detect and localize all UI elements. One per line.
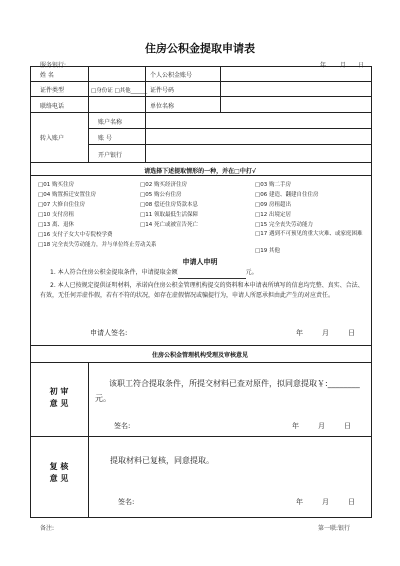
initial-sign-label: 签名:: [114, 422, 131, 430]
initial-month: 月: [318, 422, 325, 430]
initial-day: 日: [344, 422, 351, 430]
reason-option[interactable]: □10 支付房租: [38, 212, 74, 218]
bank-name-label: 开户银行: [98, 152, 123, 159]
row-line: [30, 345, 372, 346]
employer-label: 单位名称: [150, 103, 175, 110]
initial-year: 年: [292, 422, 299, 430]
recheck-month: 月: [322, 498, 329, 506]
recheck-text: 提取材料已复核，同意提取。: [110, 456, 214, 465]
reason-option[interactable]: □19 其他: [255, 248, 280, 254]
reason-option[interactable]: □05 购公有住房: [140, 192, 182, 198]
declaration-line1: [50, 268, 258, 279]
initial-label-line1: 初 审: [49, 387, 69, 396]
reason-option[interactable]: □13 离、退休: [38, 222, 74, 228]
reason-option[interactable]: □16 支付子女大中专院校学费: [38, 232, 113, 238]
reason-option[interactable]: □08 偿还住房贷款本息: [140, 202, 198, 208]
reason-option[interactable]: □02 购买经济住房: [140, 182, 187, 188]
reason-option[interactable]: □07 大修自住住房: [38, 202, 85, 208]
amount-field[interactable]: [178, 268, 246, 279]
row-line: [30, 436, 372, 437]
id-number-label: 证件号码: [150, 87, 175, 94]
review-header: 住房公积金管理机构受理及审核意见: [151, 352, 248, 359]
reason-option[interactable]: □06 建造、翻建自住住房: [255, 192, 319, 198]
bank-label: 服务银行:: [40, 62, 67, 69]
col-line: [145, 112, 146, 162]
row-line: [30, 175, 372, 176]
account-number-label: 账 号: [98, 135, 112, 142]
phone-label: 联络电话: [40, 103, 65, 110]
row-line: [30, 362, 372, 363]
page-title: 住房公积金提取申请表: [145, 42, 255, 55]
recheck-label-line1: 复 核: [49, 462, 69, 471]
name-label: 姓 名: [40, 72, 54, 79]
row-line: [88, 144, 372, 145]
footer-copy: 第一联:银行: [318, 525, 351, 532]
reason-option[interactable]: □15 完全丧失劳动能力: [255, 222, 313, 228]
reason-option[interactable]: □17 遇到不可预见的重大灾难、或家庭困难: [255, 231, 363, 237]
reason-option[interactable]: □18 完全丧失劳动能力，并与单位终止劳动关系: [38, 242, 157, 248]
recheck-year: 年: [296, 498, 303, 506]
declaration-line1-text: 1. 本人符合住房公积金提取条件，申请提取金额: [50, 269, 178, 276]
reason-option[interactable]: □11 领取最低生活保障: [140, 212, 198, 218]
recheck-label-line2: 意 见: [49, 474, 69, 483]
col-line: [88, 66, 89, 162]
reason-prompt: 请选择下述提取情形的一种，并在□中打√: [144, 168, 256, 175]
declaration-year: 年: [296, 329, 303, 337]
header-year: 年: [320, 62, 327, 69]
col-line: [220, 66, 221, 112]
recheck-day: 日: [348, 498, 355, 506]
declaration-line2: 2. 本人已按规定提供证明材料，承诺向住房公积金管理机构提交的资料和本申请表所填写的信息均完整、真实、合法、有效，无任何弄虚作假，若有不符的状况，如存在虚假情况或骗提行为，申请人所愿承担由此产生的对应责任。: [40, 282, 364, 299]
reason-option[interactable]: □04 购置拆迁安置住房: [38, 192, 96, 198]
header-month: 月: [340, 62, 347, 69]
row-line: [30, 162, 372, 163]
row-line: [30, 112, 372, 113]
account-name-label: 账户名称: [98, 119, 123, 126]
recheck-label: [30, 461, 88, 485]
reason-option[interactable]: □12 出境定居: [255, 212, 291, 218]
declaration-line1-end: 元。: [245, 269, 258, 276]
row-line: [30, 81, 372, 82]
declaration-month: 月: [322, 329, 329, 337]
id-type-options[interactable]: □身份证 □其他______: [91, 88, 148, 94]
header-day: 日: [358, 62, 365, 69]
reason-option[interactable]: □03 购二手房: [255, 182, 291, 188]
account-no-label: 个人公积金账号: [150, 72, 193, 79]
footer-note: 备注:: [40, 525, 55, 532]
col-line: [88, 362, 89, 518]
payee-account-label: 转入账户: [40, 135, 65, 142]
reason-option[interactable]: □01 购买住房: [38, 182, 74, 188]
reason-option[interactable]: □14 死亡或被宣告死亡: [140, 222, 198, 228]
id-type-label: 证件类型: [40, 87, 65, 94]
reason-option[interactable]: □09 房租超出: [255, 202, 291, 208]
declaration-day: 日: [348, 329, 355, 337]
initial-review-text: 该职工符合提取条件，所提交材料已查对原件，拟同意提取￥:________元。: [95, 379, 360, 403]
initial-review-label: [30, 386, 88, 410]
row-line: [30, 96, 372, 97]
recheck-sign-label: 签名:: [118, 498, 135, 506]
row-line: [88, 128, 372, 129]
applicant-signature-label: 申请人签名:: [90, 329, 128, 337]
initial-label-line2: 意 见: [49, 399, 69, 408]
declaration-heading: 申请人申明: [182, 258, 218, 266]
